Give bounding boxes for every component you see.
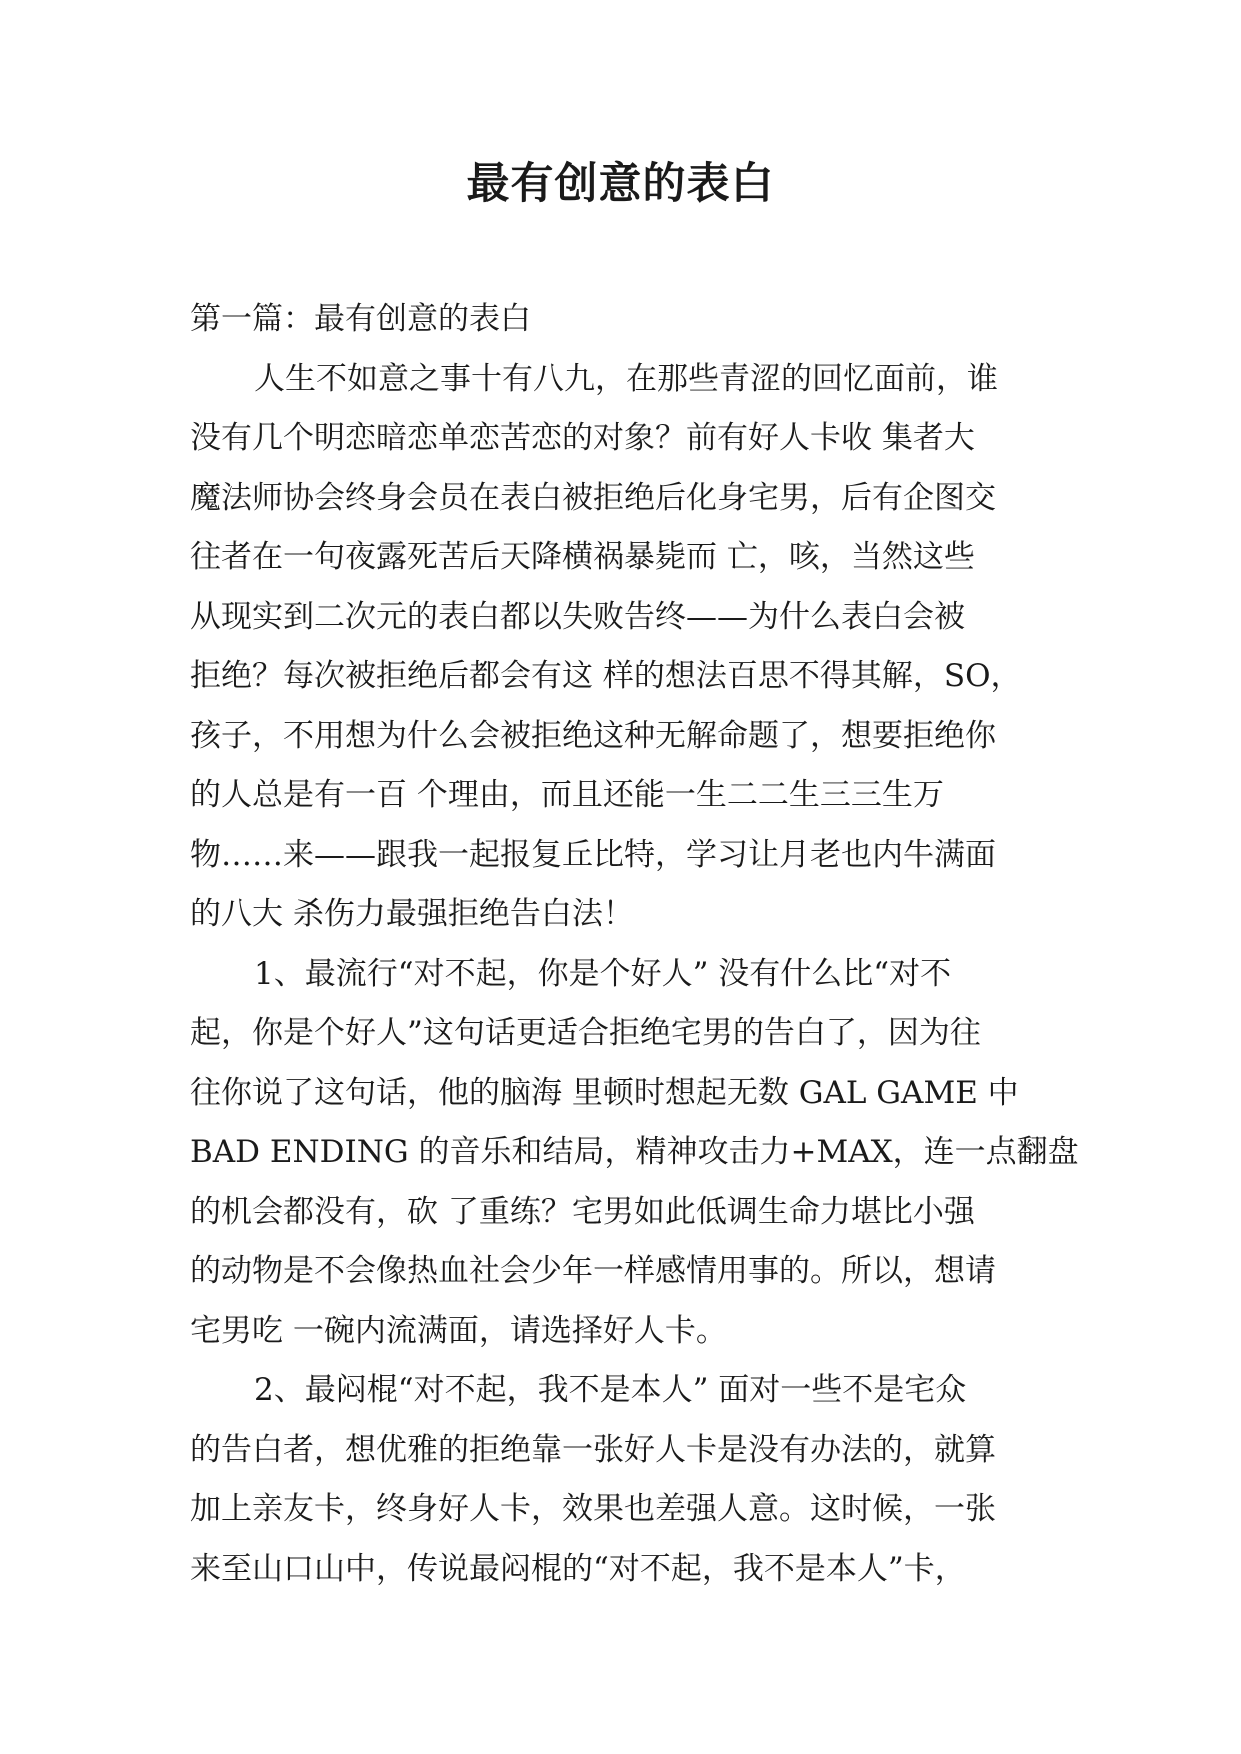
paragraph-line: 从现实到二次元的表白都以失败告终——为什么表白会被 bbox=[190, 598, 965, 635]
document-body bbox=[190, 290, 1079, 1599]
paragraph-line: 来至山口山中，传说最闷棍的“对不起，我不是本人”卡， bbox=[190, 1550, 966, 1587]
paragraph-line: BAD ENDING 的音乐和结局，精神攻击力+MAX，连一点翻盘 bbox=[190, 1134, 1079, 1170]
paragraph-line: 起，你是个好人”这句话更适合拒绝宅男的告白了，因为往 bbox=[190, 1015, 981, 1051]
paragraph-line: 往你说了这句话，他的脑海 里顿时想起无数 GAL GAME 中 bbox=[190, 1074, 1019, 1111]
paragraph-line: 魔法师协会终身会员在表白被拒绝后化身宅男，后有企图交 bbox=[190, 479, 996, 516]
paragraph-line: 往者在一句夜露死苦后天降横祸暴毙而 亡，咳，当然这些 bbox=[190, 539, 975, 575]
paragraph-line: 1、最流行“对不起，你是个好人” 没有什么比“对不 bbox=[254, 955, 952, 992]
paragraph-line: 的机会都没有，砍 了重练？宅男如此低调生命力堪比小强 bbox=[190, 1193, 975, 1230]
paragraph-line: 2、最闷棍“对不起，我不是本人” 面对一些不是宅众 bbox=[254, 1372, 967, 1408]
paragraph-line: 的告白者，想优雅的拒绝靠一张好人卡是没有办法的，就算 bbox=[190, 1431, 996, 1468]
paragraph-line: 没有几个明恋暗恋单恋苦恋的对象？前有好人卡收 集者大 bbox=[190, 420, 975, 456]
paragraph-line: 加上亲友卡，终身好人卡，效果也差强人意。这时候，一张 bbox=[190, 1491, 996, 1527]
paragraph-line: 的八大 杀伤力最强拒绝告白法！ bbox=[190, 896, 634, 932]
paragraph-line: 宅男吃 一碗内流满面，请选择好人卡。 bbox=[190, 1312, 727, 1349]
paragraph-line: 人生不如意之事十有八九，在那些青涩的回忆面前，谁 bbox=[254, 360, 998, 397]
paragraph-line: 的人总是有一百 个理由，而且还能一生二二生三三生万 bbox=[190, 777, 944, 813]
paragraph-line: 孩子，不用想为什么会被拒绝这种无解命题了，想要拒绝你 bbox=[190, 717, 996, 754]
paragraph-line: 的动物是不会像热血社会少年一样感情用事的。所以，想请 bbox=[190, 1253, 996, 1289]
document-title: 最有创意的表白 bbox=[466, 159, 775, 209]
paragraph-line: 物……来——跟我一起报复丘比特，学习让月老也内牛满面 bbox=[190, 836, 996, 873]
paragraph-line: 拒绝？每次被拒绝后都会有这 样的想法百思不得其解，SO， bbox=[190, 658, 1022, 694]
section-heading: 第一篇：最有创意的表白 bbox=[190, 301, 531, 337]
